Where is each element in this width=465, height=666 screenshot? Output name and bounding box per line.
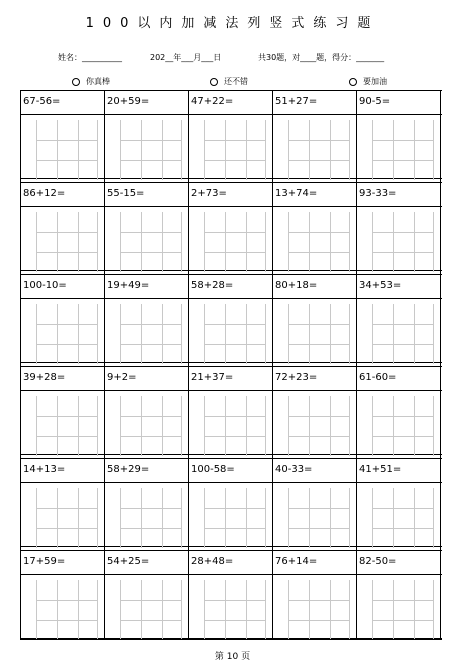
answer-grid-line: [309, 304, 310, 364]
answer-grid-line: [204, 120, 205, 180]
answer-grid-line: [181, 304, 182, 364]
problem-text: 90-5=: [359, 96, 391, 107]
answer-grid-line: [372, 580, 373, 640]
circle-icon: [210, 78, 218, 86]
answer-grid-line: [372, 232, 434, 233]
answer-grid-line: [120, 396, 121, 456]
answer-grid-line: [36, 580, 37, 640]
answer-grid-line: [78, 396, 79, 456]
answer-grid-line: [120, 508, 182, 509]
problem-text: 2+73=: [191, 188, 227, 199]
answer-grid-line: [288, 140, 350, 141]
answer-grid-line: [162, 396, 163, 456]
answer-grid-line: [349, 580, 350, 640]
column-divider: [356, 90, 357, 640]
answer-grid-line: [288, 232, 350, 233]
answer-grid-line: [288, 324, 350, 325]
answer-grid-line: [97, 580, 98, 640]
answer-grid-line: [36, 488, 37, 548]
row-divider: [20, 390, 442, 391]
answer-grid-line: [57, 120, 58, 180]
answer-grid-line: [36, 232, 98, 233]
answer-box: [372, 120, 434, 180]
answer-grid-line: [433, 212, 434, 272]
answer-grid-line: [204, 620, 266, 621]
rating-great: [72, 76, 110, 87]
answer-grid-line: [246, 212, 247, 272]
answer-grid-line: [288, 580, 289, 640]
answer-grid-line: [349, 304, 350, 364]
rating-label: 你真棒: [86, 77, 110, 86]
rating-label: 要加油: [363, 77, 387, 86]
row-divider: [20, 574, 442, 575]
answer-grid-line: [120, 212, 121, 272]
answer-grid-line: [36, 160, 98, 161]
answer-grid-line: [97, 212, 98, 272]
answer-grid-line: [265, 396, 266, 456]
problem-text: 100-10=: [23, 280, 67, 291]
answer-grid-line: [36, 416, 98, 417]
answer-grid-line: [288, 160, 350, 161]
answer-grid-line: [414, 396, 415, 456]
answer-box: [204, 488, 266, 548]
answer-grid-line: [246, 304, 247, 364]
answer-grid-line: [246, 120, 247, 180]
problem-text: 13+74=: [275, 188, 318, 199]
row-border: [20, 550, 442, 551]
answer-grid-line: [204, 600, 266, 601]
answer-grid-line: [246, 580, 247, 640]
answer-grid-line: [309, 396, 310, 456]
row-border: [20, 274, 442, 275]
answer-box: [36, 580, 98, 640]
answer-grid-line: [36, 212, 37, 272]
row-divider: [20, 114, 442, 115]
answer-grid-line: [433, 396, 434, 456]
answer-grid-line: [120, 120, 121, 180]
answer-grid-line: [97, 120, 98, 180]
answer-grid-line: [288, 600, 350, 601]
row-border: [20, 90, 442, 91]
answer-box: [204, 396, 266, 456]
answer-grid-line: [78, 120, 79, 180]
answer-grid-line: [372, 252, 434, 253]
answer-grid-line: [204, 304, 205, 364]
circle-icon: [72, 78, 80, 86]
problem-text: 55-15=: [107, 188, 145, 199]
problem-text: 80+18=: [275, 280, 318, 291]
answer-grid-line: [181, 396, 182, 456]
problem-text: 67-56=: [23, 96, 61, 107]
answer-box: [372, 212, 434, 272]
problem-text: 72+23=: [275, 372, 318, 383]
problem-text: 41+51=: [359, 464, 402, 475]
answer-grid-line: [372, 488, 373, 548]
answer-grid-line: [162, 120, 163, 180]
answer-grid-line: [349, 488, 350, 548]
answer-grid-line: [372, 508, 434, 509]
answer-box: [288, 580, 350, 640]
answer-grid-line: [57, 580, 58, 640]
answer-grid-line: [225, 304, 226, 364]
answer-grid-line: [120, 344, 182, 345]
answer-grid-line: [181, 212, 182, 272]
answer-grid-line: [225, 396, 226, 456]
answer-grid-line: [120, 488, 121, 548]
answer-grid-line: [288, 304, 289, 364]
answer-grid-line: [36, 344, 98, 345]
answer-grid-line: [57, 212, 58, 272]
answer-box: [288, 212, 350, 272]
problem-text: 54+25=: [107, 556, 150, 567]
answer-grid-line: [141, 120, 142, 180]
page-title: 100以内加减法列竖式练习题: [85, 16, 380, 31]
answer-grid-line: [349, 396, 350, 456]
answer-grid-line: [204, 436, 266, 437]
problem-text: 76+14=: [275, 556, 318, 567]
answer-grid-line: [204, 396, 205, 456]
answer-grid-line: [120, 232, 182, 233]
answer-grid-line: [393, 488, 394, 548]
answer-grid-line: [36, 304, 37, 364]
answer-grid-line: [265, 580, 266, 640]
answer-grid-line: [246, 488, 247, 548]
answer-grid-line: [372, 324, 434, 325]
answer-box: [204, 120, 266, 180]
answer-grid-line: [181, 120, 182, 180]
answer-grid-line: [36, 508, 98, 509]
answer-grid-line: [393, 212, 394, 272]
answer-grid-line: [393, 120, 394, 180]
answer-grid-line: [36, 528, 98, 529]
rating-good: [210, 76, 248, 87]
answer-box: [120, 488, 182, 548]
answer-grid-line: [141, 304, 142, 364]
answer-box: [288, 396, 350, 456]
circle-icon: [349, 78, 357, 86]
answer-grid-line: [204, 160, 266, 161]
page-number: 第 10 页: [214, 652, 251, 662]
answer-grid-line: [330, 488, 331, 548]
answer-grid-line: [204, 508, 266, 509]
answer-grid-line: [433, 580, 434, 640]
answer-grid-line: [414, 212, 415, 272]
row-border: [20, 458, 442, 459]
answer-box: [288, 488, 350, 548]
answer-box: [120, 212, 182, 272]
answer-grid-line: [330, 580, 331, 640]
problem-text: 17+59=: [23, 556, 66, 567]
answer-grid-line: [97, 488, 98, 548]
answer-grid-line: [162, 304, 163, 364]
answer-grid-line: [288, 528, 350, 529]
answer-grid-line: [288, 212, 289, 272]
answer-grid-line: [36, 324, 98, 325]
row-divider: [20, 298, 442, 299]
answer-grid-line: [120, 416, 182, 417]
answer-grid-line: [57, 304, 58, 364]
answer-box: [372, 580, 434, 640]
problem-text: 51+27=: [275, 96, 318, 107]
answer-box: [204, 580, 266, 640]
answer-grid-line: [162, 212, 163, 272]
grid-bottom-border: [20, 639, 442, 640]
problem-grid: [20, 90, 442, 640]
answer-grid-line: [57, 488, 58, 548]
answer-grid-line: [162, 580, 163, 640]
answer-grid-line: [120, 324, 182, 325]
answer-grid-line: [414, 580, 415, 640]
answer-grid-line: [309, 212, 310, 272]
answer-grid-line: [120, 304, 121, 364]
problem-text: 47+22=: [191, 96, 234, 107]
problem-text: 82-50=: [359, 556, 397, 567]
answer-grid-line: [265, 304, 266, 364]
answer-grid-line: [225, 120, 226, 180]
answer-grid-line: [414, 304, 415, 364]
answer-grid-line: [372, 528, 434, 529]
answer-grid-line: [309, 488, 310, 548]
answer-box: [372, 488, 434, 548]
answer-grid-line: [288, 416, 350, 417]
answer-grid-line: [349, 120, 350, 180]
answer-grid-line: [36, 396, 37, 456]
answer-grid-line: [372, 416, 434, 417]
answer-grid-line: [120, 528, 182, 529]
answer-grid-line: [120, 600, 182, 601]
answer-grid-line: [141, 488, 142, 548]
rating-label: 还不错: [224, 77, 248, 86]
answer-grid-line: [120, 620, 182, 621]
answer-grid-line: [225, 580, 226, 640]
answer-grid-line: [309, 120, 310, 180]
answer-grid-line: [204, 416, 266, 417]
answer-grid-line: [225, 212, 226, 272]
answer-grid-line: [36, 620, 98, 621]
problem-text: 40-33=: [275, 464, 313, 475]
answer-grid-line: [288, 620, 350, 621]
answer-grid-line: [393, 396, 394, 456]
answer-box: [36, 212, 98, 272]
answer-grid-line: [372, 600, 434, 601]
answer-grid-line: [36, 120, 37, 180]
problem-text: 100-58=: [191, 464, 235, 475]
answer-grid-line: [393, 580, 394, 640]
answer-box: [204, 304, 266, 364]
answer-grid-line: [309, 580, 310, 640]
answer-box: [120, 396, 182, 456]
answer-grid-line: [204, 488, 205, 548]
answer-grid-line: [204, 580, 205, 640]
row-border: [20, 366, 442, 367]
answer-grid-line: [36, 252, 98, 253]
answer-box: [36, 396, 98, 456]
date-field: 202__年___月___日: [150, 53, 222, 62]
answer-grid-line: [78, 580, 79, 640]
problem-text: 14+13=: [23, 464, 66, 475]
answer-box: [36, 488, 98, 548]
answer-grid-line: [204, 212, 205, 272]
problem-text: 61-60=: [359, 372, 397, 383]
answer-grid-line: [372, 396, 373, 456]
answer-grid-line: [372, 304, 373, 364]
answer-grid-line: [246, 396, 247, 456]
answer-box: [36, 120, 98, 180]
answer-grid-line: [97, 304, 98, 364]
answer-grid-line: [120, 140, 182, 141]
answer-box: [36, 304, 98, 364]
problem-text: 34+53=: [359, 280, 402, 291]
answer-grid-line: [265, 488, 266, 548]
answer-grid-line: [433, 120, 434, 180]
score-field: 共30题，对____题，得分：_______: [258, 53, 385, 62]
problem-text: 39+28=: [23, 372, 66, 383]
answer-grid-line: [36, 436, 98, 437]
answer-grid-line: [414, 488, 415, 548]
answer-grid-line: [330, 120, 331, 180]
answer-grid-line: [78, 304, 79, 364]
problem-text: 86+12=: [23, 188, 66, 199]
answer-grid-line: [120, 580, 121, 640]
answer-grid-line: [120, 436, 182, 437]
answer-grid-line: [181, 488, 182, 548]
answer-grid-line: [141, 396, 142, 456]
answer-grid-line: [372, 120, 373, 180]
answer-box: [120, 580, 182, 640]
answer-grid-line: [372, 436, 434, 437]
problem-text: 19+49=: [107, 280, 150, 291]
answer-grid-line: [204, 252, 266, 253]
answer-grid-line: [204, 324, 266, 325]
problem-text: 28+48=: [191, 556, 234, 567]
answer-box: [120, 304, 182, 364]
answer-grid-line: [78, 212, 79, 272]
answer-grid-line: [162, 488, 163, 548]
answer-grid-line: [372, 140, 434, 141]
answer-box: [204, 212, 266, 272]
answer-grid-line: [288, 488, 289, 548]
answer-grid-line: [372, 212, 373, 272]
answer-grid-line: [288, 396, 289, 456]
answer-grid-line: [97, 396, 98, 456]
answer-grid-line: [36, 140, 98, 141]
answer-grid-line: [78, 488, 79, 548]
answer-grid-line: [433, 488, 434, 548]
answer-grid-line: [433, 304, 434, 364]
answer-grid-line: [204, 140, 266, 141]
answer-grid-line: [372, 620, 434, 621]
name-field: 姓名：__________: [58, 53, 122, 62]
problem-text: 20+59=: [107, 96, 150, 107]
answer-grid-line: [330, 396, 331, 456]
answer-grid-line: [204, 232, 266, 233]
answer-grid-line: [349, 212, 350, 272]
answer-grid-line: [265, 120, 266, 180]
answer-box: [120, 120, 182, 180]
answer-grid-line: [288, 436, 350, 437]
column-divider: [104, 90, 105, 640]
rating-try-harder: [349, 76, 387, 87]
answer-grid-line: [265, 212, 266, 272]
answer-grid-line: [288, 344, 350, 345]
answer-grid-line: [204, 528, 266, 529]
answer-box: [288, 304, 350, 364]
row-divider: [20, 206, 442, 207]
answer-grid-line: [204, 344, 266, 345]
answer-grid-line: [330, 304, 331, 364]
answer-grid-line: [372, 344, 434, 345]
answer-grid-line: [393, 304, 394, 364]
answer-box: [372, 396, 434, 456]
answer-grid-line: [414, 120, 415, 180]
answer-grid-line: [57, 396, 58, 456]
answer-grid-line: [36, 600, 98, 601]
answer-grid-line: [288, 252, 350, 253]
answer-grid-line: [120, 252, 182, 253]
answer-grid-line: [141, 212, 142, 272]
column-divider: [440, 90, 441, 640]
column-divider: [188, 90, 189, 640]
problem-text: 58+29=: [107, 464, 150, 475]
answer-grid-line: [181, 580, 182, 640]
answer-grid-line: [225, 488, 226, 548]
answer-box: [372, 304, 434, 364]
answer-grid-line: [372, 160, 434, 161]
column-divider: [272, 90, 273, 640]
column-divider: [20, 90, 21, 640]
answer-box: [288, 120, 350, 180]
answer-grid-line: [330, 212, 331, 272]
problem-text: 21+37=: [191, 372, 234, 383]
problem-text: 58+28=: [191, 280, 234, 291]
row-divider: [20, 482, 442, 483]
answer-grid-line: [288, 120, 289, 180]
answer-grid-line: [120, 160, 182, 161]
problem-text: 93-33=: [359, 188, 397, 199]
problem-text: 9+2=: [107, 372, 137, 383]
answer-grid-line: [141, 580, 142, 640]
answer-grid-line: [288, 508, 350, 509]
row-border: [20, 182, 442, 183]
